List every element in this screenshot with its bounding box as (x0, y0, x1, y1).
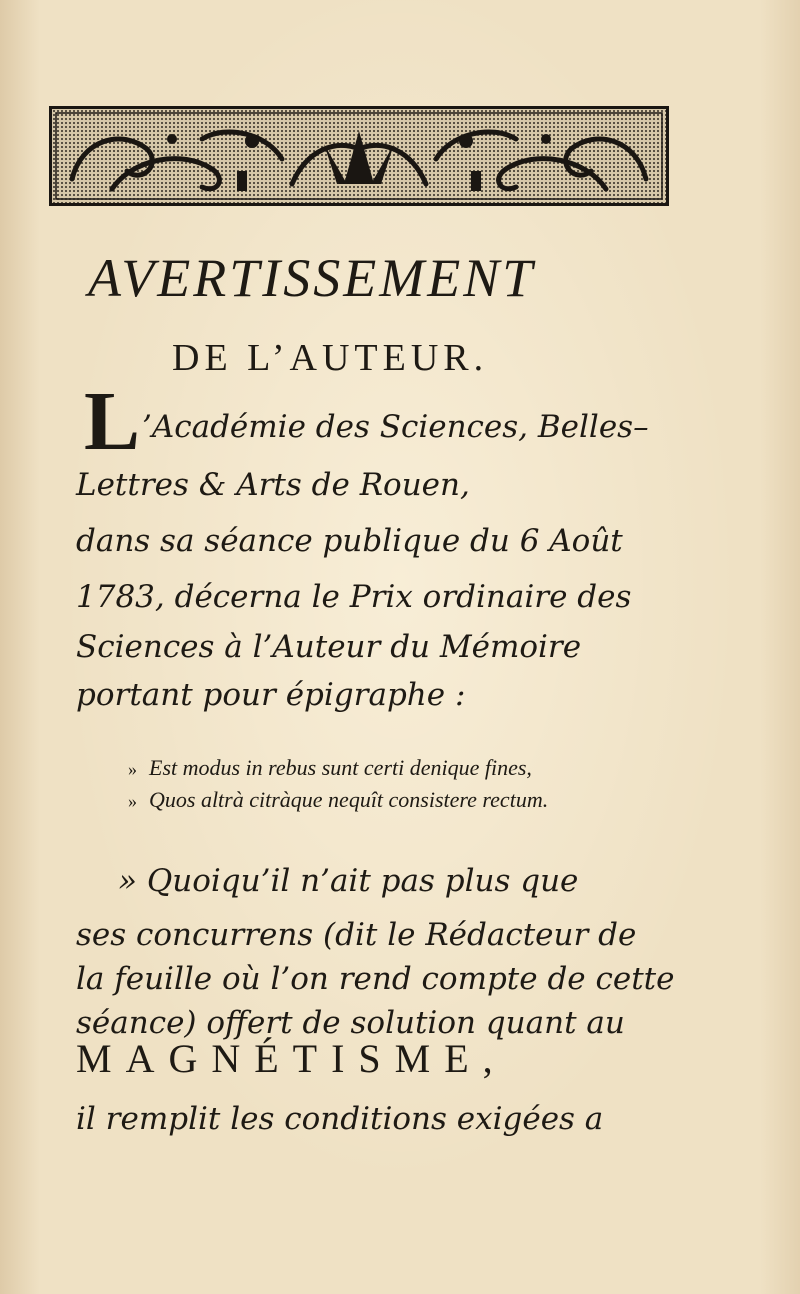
drop-cap: L (84, 375, 141, 468)
headpiece-ornament (49, 106, 669, 206)
guillemet-mark: » (128, 759, 137, 779)
paragraph-line: il remplit les conditions exigées a (76, 1101, 604, 1137)
epigraph-text: Est modus in rebus sunt certi denique fines, (149, 755, 532, 780)
epigraph-line (128, 786, 548, 815)
paragraph-line: portant pour épigraphe : (76, 677, 466, 713)
page-subtitle: DE L’AUTEUR. (172, 337, 489, 379)
paragraph-line: la feuille où l’on rend compte de cette (76, 961, 675, 997)
paragraph-line: ’Académie des Sciences, Belles– (142, 409, 649, 445)
caps-word: MAGNÉTISME, (76, 1036, 507, 1081)
paragraph-line: séance) offert de solution quant au (76, 1005, 625, 1041)
paragraph-line: dans sa séance publique du 6 Août (76, 523, 623, 559)
guillemet-mark: » (128, 791, 137, 811)
epigraph-line (128, 754, 532, 783)
page-title: AVERTISSEMENT (88, 248, 536, 308)
epigraph-text: Quos altrà citràque nequît consistere rectum. (149, 787, 549, 812)
paragraph-line: Lettres & Arts de Rouen, (76, 467, 470, 503)
paragraph-line: » Quoiqu’il n’ait pas plus que (118, 863, 579, 899)
paragraph-line: Sciences à l’Auteur du Mémoire (76, 629, 582, 665)
paragraph-line: ses concurrens (dit le Rédacteur de (76, 917, 637, 953)
ornament-scrollwork-icon (52, 109, 666, 203)
paragraph-line: 1783, décerna le Prix ordinaire des (76, 579, 632, 615)
